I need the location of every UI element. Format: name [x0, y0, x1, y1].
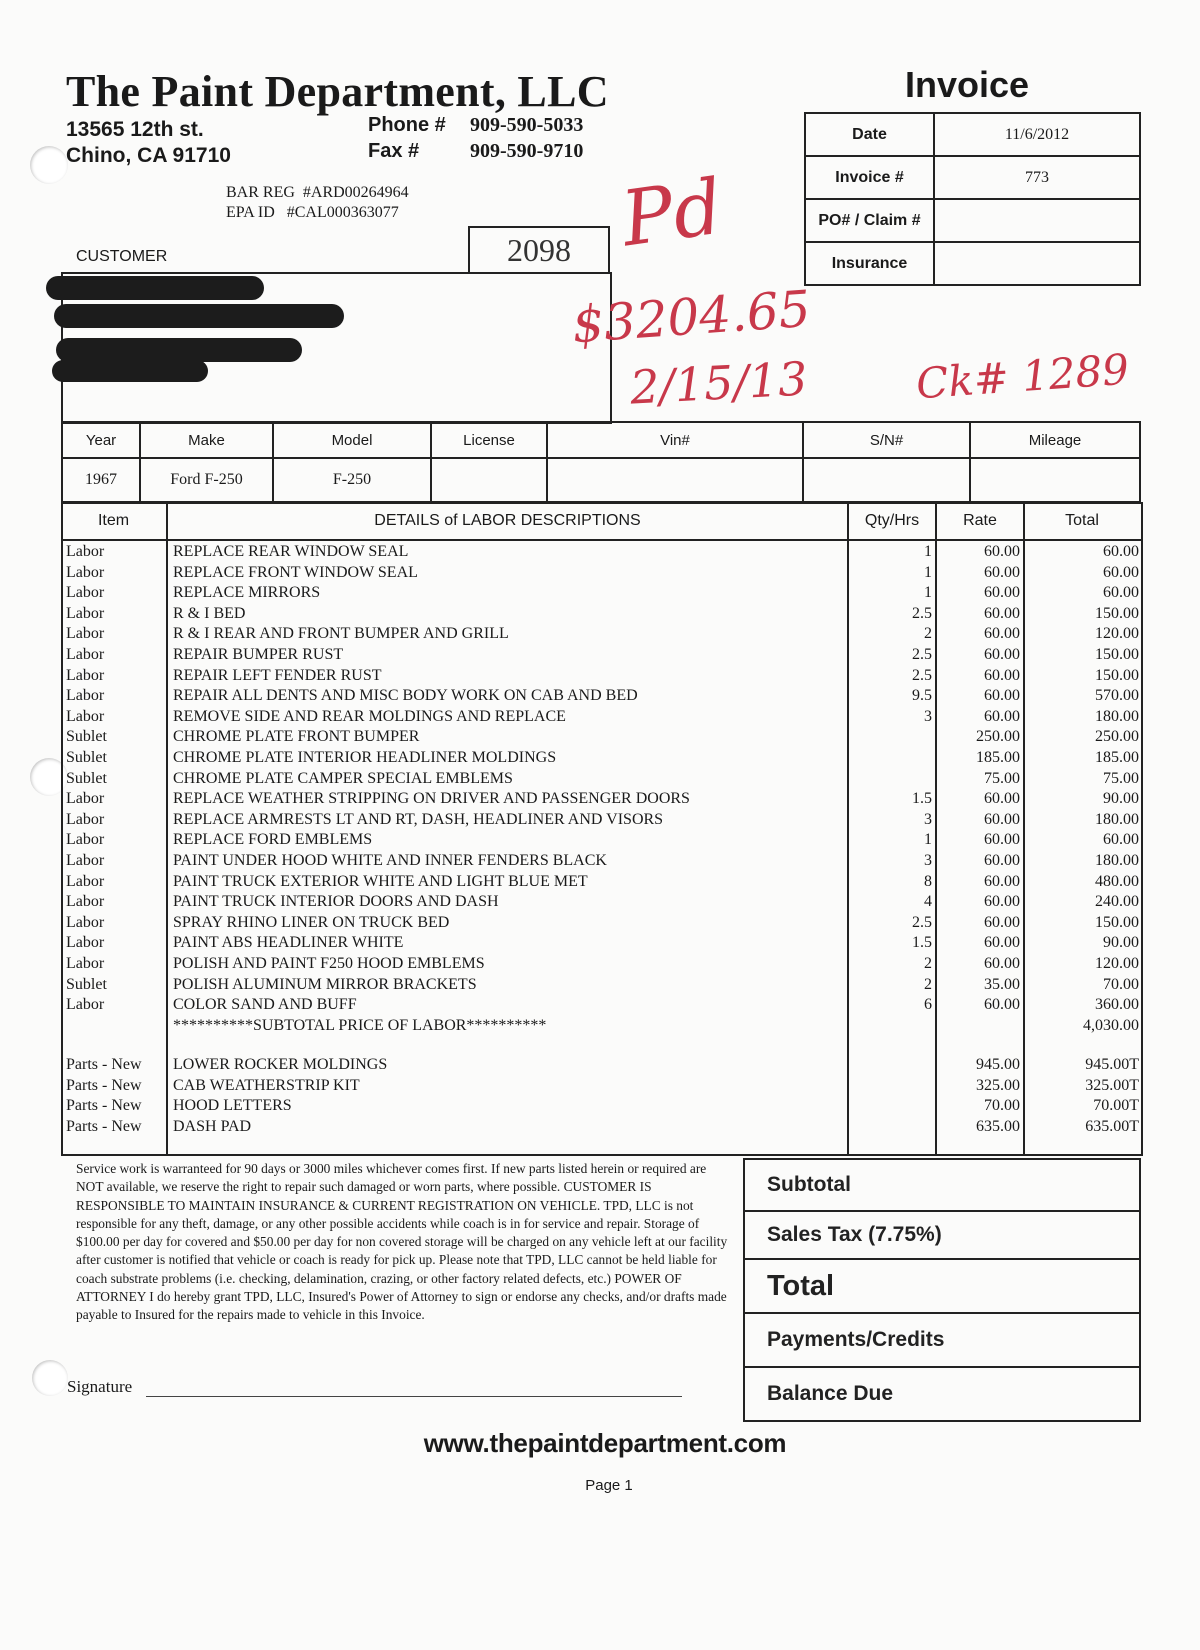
- labor-row: [0, 644, 1200, 665]
- rate-cell: 60.00: [984, 687, 1020, 705]
- description-cell: PAINT UNDER HOOD WHITE AND INNER FENDERS BLACK: [173, 852, 607, 869]
- qty-cell: 8: [924, 872, 932, 890]
- total-cell: 150.00: [1095, 913, 1139, 931]
- rate-cell: 60.00: [984, 625, 1020, 643]
- total-cell: 480.00: [1095, 872, 1139, 890]
- invoice-info-row-insurance: [805, 242, 1140, 285]
- total-cell: 185.00: [1095, 749, 1139, 766]
- payments-credits-label: Payments/Credits: [744, 1313, 1140, 1367]
- item-cell: Labor: [66, 666, 105, 684]
- total-header: Total: [1065, 512, 1099, 529]
- invoice-info-row-number: [805, 156, 1140, 199]
- qty-cell: 1: [924, 543, 932, 560]
- item-cell: Labor: [66, 790, 105, 808]
- vehicle-table: [61, 421, 1141, 503]
- model-value: F-250: [273, 458, 431, 502]
- rate-cell: 60.00: [984, 955, 1020, 972]
- item-cell: Labor: [66, 810, 105, 828]
- rate-cell: 325.00: [976, 1076, 1020, 1094]
- balance-due-label: Balance Due: [744, 1367, 1140, 1421]
- qty-header: Qty/Hrs: [864, 512, 920, 529]
- qty-cell: 1: [924, 584, 932, 602]
- parts-row: [0, 1116, 1200, 1137]
- parts-row: [0, 1095, 1200, 1116]
- total-label: Total: [744, 1259, 1140, 1313]
- rate-cell: 70.00: [984, 1097, 1020, 1115]
- qty-cell: 2.5: [912, 646, 932, 663]
- phone-number: 909-590-5033: [470, 114, 584, 136]
- handwritten-paid: Pd: [616, 161, 728, 264]
- qty-cell: 2: [924, 975, 932, 993]
- item-cell: Labor: [66, 646, 105, 663]
- rate-cell: 250.00: [976, 728, 1020, 746]
- date-value: 11/6/2012: [934, 113, 1140, 156]
- labor-row: [0, 953, 1200, 974]
- invoice-info-row-po: [805, 199, 1140, 242]
- invoice-number-label: Invoice #: [805, 156, 934, 199]
- labor-row: [0, 932, 1200, 953]
- qty-cell: 1.5: [912, 790, 932, 808]
- item-cell: Labor: [66, 872, 105, 890]
- rate-cell: 35.00: [984, 975, 1020, 993]
- description-cell: PAINT ABS HEADLINER WHITE: [173, 934, 404, 952]
- labor-row: [0, 788, 1200, 809]
- description-cell: CHROME PLATE FRONT BUMPER: [173, 728, 420, 746]
- sn-value: [803, 458, 970, 502]
- total-cell: 180.00: [1095, 852, 1139, 869]
- description-cell: R & I REAR AND FRONT BUMPER AND GRILL: [173, 625, 509, 643]
- item-cell: Labor: [66, 707, 105, 725]
- description-cell: **********SUBTOTAL PRICE OF LABOR**********: [173, 1016, 547, 1034]
- rate-cell: 185.00: [976, 749, 1020, 766]
- item-cell: Sublet: [66, 975, 107, 993]
- redacted-customer-city: [56, 338, 302, 362]
- labor-row: [0, 891, 1200, 912]
- qty-cell: 3: [924, 707, 932, 725]
- labor-row: [0, 706, 1200, 727]
- redacted-customer-name: [46, 276, 264, 300]
- terms-text: Service work is warranteed for 90 days or 3000 miles whichever comes first. If new parts listed herein or required are NOT available, we reserve the right to repair such damaged or worn parts, where possible. CUSTOMER IS RESPONSIBLE TO MAINTAIN INSURANCE & CURRENT REGISTRATION ON VEHICLE. TPD, LLC is not responsible for any theft, damage, or any other possible accidents while coach is in for service and repair. Storage of $100.00 per day for covered and $50.00 per day for non covered storage will be charged on any vehicle left at our facility after customer is notified that vehicle or coach is ready for pick up. Please note that TPD, LLC cannot be held liable for coach substrate problems (i.e. checking, delamination, crazing, or other factory related defects, etc.) POWER OF ATTORNEY I do hereby grant TPD, LLC, Insured's Power of Attorney to sign or endorse any checks, and/or drafts made payable to Insured for the repairs made to vehicle in this Invoice.: [76, 1161, 728, 1323]
- total-cell: 635.00T: [1085, 1117, 1139, 1135]
- total-cell: 60.00: [1103, 831, 1139, 849]
- rate-header: Rate: [963, 512, 997, 529]
- total-cell: 60.00: [1103, 543, 1139, 560]
- website-url: www.thepaintdepartment.com: [423, 1428, 787, 1458]
- make-header: Make: [140, 422, 273, 458]
- rate-cell: 60.00: [984, 893, 1020, 911]
- invoice-number-value: 773: [934, 156, 1140, 199]
- description-cell: REPLACE FORD EMBLEMS: [173, 831, 373, 849]
- sn-header: S/N#: [803, 422, 970, 458]
- subtotal-label: Subtotal: [744, 1159, 1140, 1211]
- item-cell: Sublet: [66, 749, 107, 766]
- company-name: The Paint Department, LLC: [66, 67, 609, 116]
- description-cell: REPAIR BUMPER RUST: [173, 646, 344, 663]
- labor-row: [0, 871, 1200, 892]
- punch-hole-bottom: [32, 1360, 68, 1396]
- signature-label: Signature: [67, 1377, 133, 1396]
- date-label: Date: [805, 113, 934, 156]
- qty-cell: 2.5: [912, 666, 932, 684]
- page-number: Page 1: [585, 1477, 633, 1494]
- rate-cell: 60.00: [984, 810, 1020, 828]
- rate-cell: 60.00: [984, 831, 1020, 849]
- signature-line[interactable]: [146, 1396, 682, 1397]
- description-cell: R & I BED: [173, 604, 246, 622]
- item-cell: Labor: [66, 604, 105, 622]
- item-cell: Labor: [66, 831, 105, 849]
- rate-cell: 60.00: [984, 852, 1020, 869]
- total-cell: 150.00: [1095, 604, 1139, 622]
- labor-row: [0, 829, 1200, 850]
- fax-number: 909-590-9710: [470, 140, 584, 162]
- description-cell: COLOR SAND AND BUFF: [173, 996, 357, 1014]
- description-cell: REPAIR ALL DENTS AND MISC BODY WORK ON CAB AND BED: [173, 687, 638, 705]
- item-cell: Labor: [66, 543, 105, 560]
- labor-row: [0, 603, 1200, 624]
- labor-row: [0, 1015, 1200, 1036]
- qty-cell: 1: [924, 563, 932, 581]
- insurance-label: Insurance: [805, 242, 934, 285]
- total-cell: 570.00: [1095, 687, 1139, 705]
- vin-value: [547, 458, 803, 502]
- description-cell: HOOD LETTERS: [173, 1097, 292, 1115]
- redacted-customer-address: [54, 304, 344, 328]
- fax-label: Fax #: [368, 140, 420, 162]
- invoice-info-row-date: [805, 113, 1140, 156]
- rate-cell: 60.00: [984, 996, 1020, 1014]
- total-cell: 90.00: [1103, 934, 1139, 952]
- description-cell: LOWER ROCKER MOLDINGS: [173, 1056, 388, 1073]
- item-cell: Labor: [66, 893, 105, 911]
- qty-cell: 2.5: [912, 913, 932, 931]
- description-cell: POLISH ALUMINUM MIRROR BRACKETS: [173, 975, 477, 993]
- year-value: 1967: [62, 458, 140, 502]
- qty-cell: 3: [924, 810, 932, 828]
- total-cell: 325.00T: [1085, 1076, 1139, 1094]
- rate-cell: 60.00: [984, 543, 1020, 560]
- mileage-header: Mileage: [970, 422, 1140, 458]
- total-cell: 70.00: [1103, 975, 1139, 993]
- qty-cell: 2: [924, 955, 932, 972]
- description-cell: SPRAY RHINO LINER ON TRUCK BED: [173, 913, 450, 931]
- item-cell: Sublet: [66, 728, 107, 746]
- rate-cell: 635.00: [976, 1117, 1020, 1135]
- qty-cell: 1.5: [912, 934, 932, 952]
- description-cell: POLISH AND PAINT F250 HOOD EMBLEMS: [173, 955, 485, 972]
- description-cell: REPLACE FRONT WINDOW SEAL: [173, 563, 418, 581]
- total-cell: 75.00: [1103, 769, 1139, 787]
- summary-table: [743, 1158, 1141, 1422]
- mileage-value: [970, 458, 1140, 502]
- description-cell: REPLACE ARMRESTS LT AND RT, DASH, HEADLINER AND VISORS: [173, 810, 664, 828]
- total-cell: 120.00: [1095, 955, 1139, 972]
- total-cell: 90.00: [1103, 790, 1139, 808]
- model-header: Model: [273, 422, 431, 458]
- rate-cell: 60.00: [984, 646, 1020, 663]
- qty-cell: 3: [924, 852, 932, 869]
- total-cell: 250.00: [1095, 728, 1139, 746]
- labor-row: [0, 665, 1200, 686]
- description-cell: CHROME PLATE CAMPER SPECIAL EMBLEMS: [173, 769, 513, 787]
- total-cell: 180.00: [1095, 707, 1139, 725]
- ticket-number: 2098: [468, 226, 610, 272]
- description-cell: PAINT TRUCK EXTERIOR WHITE AND LIGHT BLUE MET: [173, 872, 588, 890]
- vehicle-header-row: [62, 422, 1140, 458]
- qty-cell: 6: [924, 996, 932, 1014]
- description-cell: CAB WEATHERSTRIP KIT: [173, 1076, 360, 1094]
- total-cell: 180.00: [1095, 810, 1139, 828]
- parts-row: [0, 1075, 1200, 1096]
- total-cell: 60.00: [1103, 584, 1139, 602]
- description-cell: REPLACE MIRRORS: [173, 584, 321, 602]
- item-cell: Parts - New: [66, 1056, 142, 1073]
- description-cell: PAINT TRUCK INTERIOR DOORS AND DASH: [173, 893, 499, 911]
- total-cell: 945.00T: [1085, 1056, 1139, 1073]
- handwritten-amount: $3204.65: [570, 279, 813, 355]
- qty-cell: 9.5: [912, 687, 932, 705]
- labor-row: [0, 768, 1200, 789]
- invoice-info-table: [804, 112, 1141, 286]
- item-header: Item: [97, 512, 130, 529]
- labor-row: [0, 562, 1200, 583]
- item-cell: Parts - New: [66, 1097, 142, 1115]
- parts-row: [0, 1054, 1200, 1075]
- item-cell: Parts - New: [66, 1076, 142, 1094]
- phone-label: Phone #: [368, 114, 446, 136]
- labor-row: [0, 912, 1200, 933]
- qty-cell: 2: [924, 625, 932, 643]
- labor-row: [0, 974, 1200, 995]
- item-cell: Sublet: [66, 769, 107, 787]
- total-cell: 360.00: [1095, 996, 1139, 1014]
- item-cell: Labor: [66, 687, 105, 705]
- item-cell: Labor: [66, 955, 105, 972]
- invoice-title: Invoice: [905, 64, 1030, 105]
- epa-id-number: EPA ID #CAL000363077: [226, 204, 399, 221]
- total-cell: 60.00: [1103, 563, 1139, 581]
- qty-cell: 1: [924, 831, 932, 849]
- item-cell: Labor: [66, 934, 105, 952]
- punch-hole-top: [30, 146, 68, 184]
- description-cell: REPLACE REAR WINDOW SEAL: [173, 543, 409, 560]
- rate-cell: 60.00: [984, 584, 1020, 602]
- item-cell: Labor: [66, 852, 105, 869]
- total-cell: 150.00: [1095, 666, 1139, 684]
- vin-header: Vin#: [547, 422, 803, 458]
- description-cell: REPLACE WEATHER STRIPPING ON DRIVER AND PASSENGER DOORS: [173, 790, 690, 808]
- labor-row: [0, 850, 1200, 871]
- rate-cell: 75.00: [984, 769, 1020, 787]
- redacted-customer-phone: [52, 360, 208, 382]
- item-cell: Labor: [66, 584, 105, 602]
- total-cell: 4,030.00: [1083, 1016, 1139, 1034]
- item-cell: Labor: [66, 563, 105, 581]
- labor-row: [0, 623, 1200, 644]
- total-cell: 240.00: [1095, 893, 1139, 911]
- license-value: [431, 458, 547, 502]
- year-header: Year: [62, 422, 140, 458]
- total-cell: 120.00: [1095, 625, 1139, 643]
- labor-row: [0, 994, 1200, 1015]
- rate-cell: 60.00: [984, 563, 1020, 581]
- total-cell: 70.00T: [1093, 1097, 1139, 1115]
- company-address-line1: 13565 12th st.: [66, 118, 204, 141]
- total-cell: 150.00: [1095, 646, 1139, 663]
- labor-row: [0, 541, 1200, 562]
- license-header: License: [431, 422, 547, 458]
- sales-tax-label: Sales Tax (7.75%): [744, 1211, 1140, 1259]
- bar-reg-number: BAR REG #ARD00264964: [226, 184, 409, 201]
- labor-row: [0, 582, 1200, 603]
- rate-cell: 60.00: [984, 913, 1020, 931]
- rate-cell: 60.00: [984, 872, 1020, 890]
- item-cell: Labor: [66, 913, 105, 931]
- po-claim-value: [934, 199, 1140, 242]
- make-value: Ford F-250: [140, 458, 273, 502]
- rate-cell: 945.00: [976, 1056, 1020, 1073]
- description-cell: REMOVE SIDE AND REAR MOLDINGS AND REPLACE: [173, 707, 566, 725]
- rate-cell: 60.00: [984, 934, 1020, 952]
- item-cell: Labor: [66, 625, 105, 643]
- details-header: DETAILS of LABOR DESCRIPTIONS: [374, 512, 641, 529]
- labor-row: [0, 726, 1200, 747]
- qty-cell: 4: [924, 893, 932, 911]
- po-claim-label: PO# / Claim #: [805, 199, 934, 242]
- rate-cell: 60.00: [984, 604, 1020, 622]
- rate-cell: 60.00: [984, 790, 1020, 808]
- description-cell: CHROME PLATE INTERIOR HEADLINER MOLDINGS: [173, 749, 557, 766]
- description-cell: REPAIR LEFT FENDER RUST: [173, 666, 382, 684]
- handwritten-date: 2/15/13: [628, 351, 809, 415]
- qty-cell: 2.5: [912, 604, 932, 622]
- insurance-value: [934, 242, 1140, 285]
- labor-row: [0, 747, 1200, 768]
- rate-cell: 60.00: [984, 707, 1020, 725]
- labor-row: [0, 685, 1200, 706]
- customer-label: CUSTOMER: [76, 248, 168, 265]
- labor-row: [0, 809, 1200, 830]
- vehicle-value-row: [62, 458, 1140, 502]
- rate-cell: 60.00: [984, 666, 1020, 684]
- item-cell: Labor: [66, 996, 105, 1014]
- description-cell: DASH PAD: [173, 1117, 252, 1135]
- company-address-line2: Chino, CA 91710: [66, 144, 231, 167]
- item-cell: Parts - New: [66, 1117, 142, 1135]
- handwritten-check-number: Ck# 1289: [914, 344, 1131, 409]
